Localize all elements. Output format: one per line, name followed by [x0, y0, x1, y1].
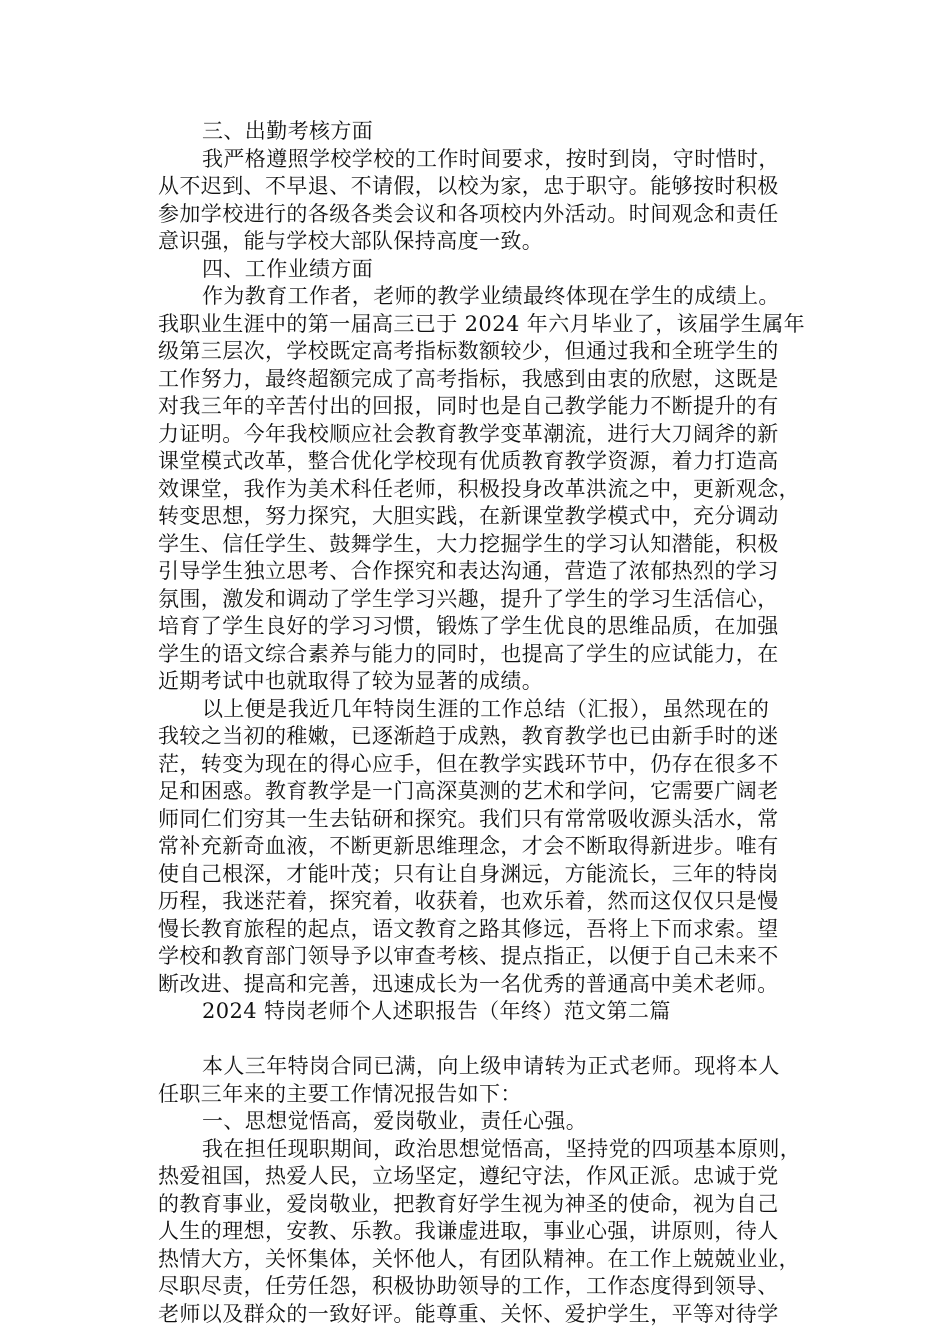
second-article-title: 2024 特岗老师个人述职报告（年终）范文第二篇	[202, 999, 671, 1023]
blank-line	[158, 1026, 838, 1054]
paragraph-line: 断改进、提高和完善，迅速成长为一名优秀的普通高中美术老师。	[158, 971, 779, 996]
paragraph-line: 意识强，能与学校大部队保持高度一致。	[158, 229, 544, 253]
section-heading-performance: 四、工作业绩方面	[202, 256, 374, 281]
paragraph-line: 我严格遵照学校学校的工作时间要求，按时到岗，守时惜时，	[202, 146, 780, 171]
paragraph-line: 历程，我迷茫着，探究着，收获着，也欢乐着，然而这仅仅只是慢	[158, 889, 779, 913]
paragraph-line: 茫，转变为现在的得心应手，但在教学实践环节中，仍存在很多不	[158, 751, 779, 776]
paragraph-line: 对我三年的辛苦付出的回报，同时也是自己教学能力不断提升的有	[158, 394, 779, 418]
paragraph-line: 效课堂，我作为美术科任老师，积极投身改革洪流之中，更新观念，	[158, 476, 800, 501]
paragraph-line: 培育了学生良好的学习习惯，锻炼了学生优良的思维品质，在加强	[158, 614, 779, 638]
paragraph-line: 以上便是我近几年特岗生涯的工作总结（汇报），虽然现在的	[202, 696, 770, 721]
paragraph-line: 足和困惑。教育教学是一门高深莫测的艺术和学问，它需要广阔老	[158, 779, 779, 803]
paragraph-line: 本人三年特岗合同已满，向上级申请转为正式老师。现将本人	[202, 1054, 780, 1078]
paragraph-line: 氛围，激发和调动了学生学习兴趣，提升了学生的学习生活信心，	[158, 586, 779, 611]
paragraph-line: 热爱祖国，热爱人民，立场坚定，遵纪守法，作风正派。忠诚于党	[158, 1164, 779, 1188]
paragraph-line: 老师以及群众的一致好评。能尊重、关怀、爱护学生，平等对待学	[158, 1301, 779, 1326]
section-heading-attendance: 三、出勤考核方面	[202, 119, 374, 143]
paragraph-line: 课堂模式改革，整合优化学校现有优质教育教学资源，着力打造高	[158, 449, 779, 473]
paragraph-line: 热情大方，关怀集体，关怀他人，有团队精神。在工作上兢兢业业，	[158, 1246, 800, 1271]
paragraph-line: 慢长教育旅程的起点，语文教育之路其修远，吾将上下而求索。望	[158, 916, 779, 941]
paragraph-line: 人生的理想，安教、乐教。我谦虚进取，事业心强，讲原则，待人	[158, 1219, 779, 1243]
paragraph-line: 从不迟到、不早退、不请假，以校为家，忠于职守。能够按时积极	[158, 174, 779, 198]
paragraph-line: 我职业生涯中的第一届高三已于 2024 年六月毕业了，该届学生属年	[158, 311, 805, 336]
paragraph-line: 师同仁们穷其一生去钻研和探究。我们只有常常吸收源头活水，常	[158, 806, 779, 831]
paragraph-line: 级第三层次，学校既定高考指标数额较少，但通过我和全班学生的	[158, 339, 779, 363]
paragraph-line: 我在担任现职期间，政治思想觉悟高，坚持党的四项基本原则，	[202, 1136, 802, 1161]
paragraph-line: 常补充新奇血液，不断更新思维理念，才会不断取得新进步。唯有	[158, 834, 779, 858]
paragraph-line: 转变思想，努力探究，大胆实践，在新课堂教学模式中，充分调动	[158, 504, 779, 528]
paragraph-line: 尽职尽责，任劳任怨，积极协助领导的工作，工作态度得到领导、	[158, 1274, 779, 1298]
paragraph-line: 学生的语文综合素养与能力的同时，也提高了学生的应试能力，在	[158, 641, 779, 666]
paragraph-line: 使自己根深，才能叶茂；只有让自身渊远，方能流长，三年的特岗	[158, 861, 779, 886]
paragraph-line: 近期考试中也就取得了较为显著的成绩。	[158, 669, 544, 693]
paragraph-line: 学校和教育部门领导予以审查考核、提点指正，以便于自己未来不	[158, 944, 779, 968]
paragraph-line: 任职三年来的主要工作情况报告如下：	[158, 1081, 522, 1106]
paragraph-line: 工作努力，最终超额完成了高考指标，我感到由衷的欣慰，这既是	[158, 366, 779, 391]
paragraph-line: 作为教育工作者，老师的教学业绩最终体现在学生的成绩上。	[202, 284, 780, 308]
paragraph-line: 参加学校进行的各级各类会议和各项校内外活动。时间观念和责任	[158, 201, 779, 226]
section-heading-ideology: 一、思想觉悟高，爱岗敬业，责任心强。	[202, 1109, 588, 1133]
paragraph-line: 力证明。今年我校顺应社会教育教学变革潮流，进行大刀阔斧的新	[158, 421, 779, 446]
document-body	[158, 118, 838, 1328]
paragraph-line: 引导学生独立思考、合作探究和表达沟通，营造了浓郁热烈的学习	[158, 559, 779, 583]
paragraph-line: 我较之当初的稚嫩，已逐渐趋于成熟，教育教学也已由新手时的迷	[158, 724, 779, 748]
paragraph-line: 学生、信任学生、鼓舞学生，大力挖掘学生的学习认知潜能，积极	[158, 531, 779, 556]
paragraph-line: 的教育事业，爱岗敬业，把教育好学生视为神圣的使命，视为自己	[158, 1191, 779, 1216]
